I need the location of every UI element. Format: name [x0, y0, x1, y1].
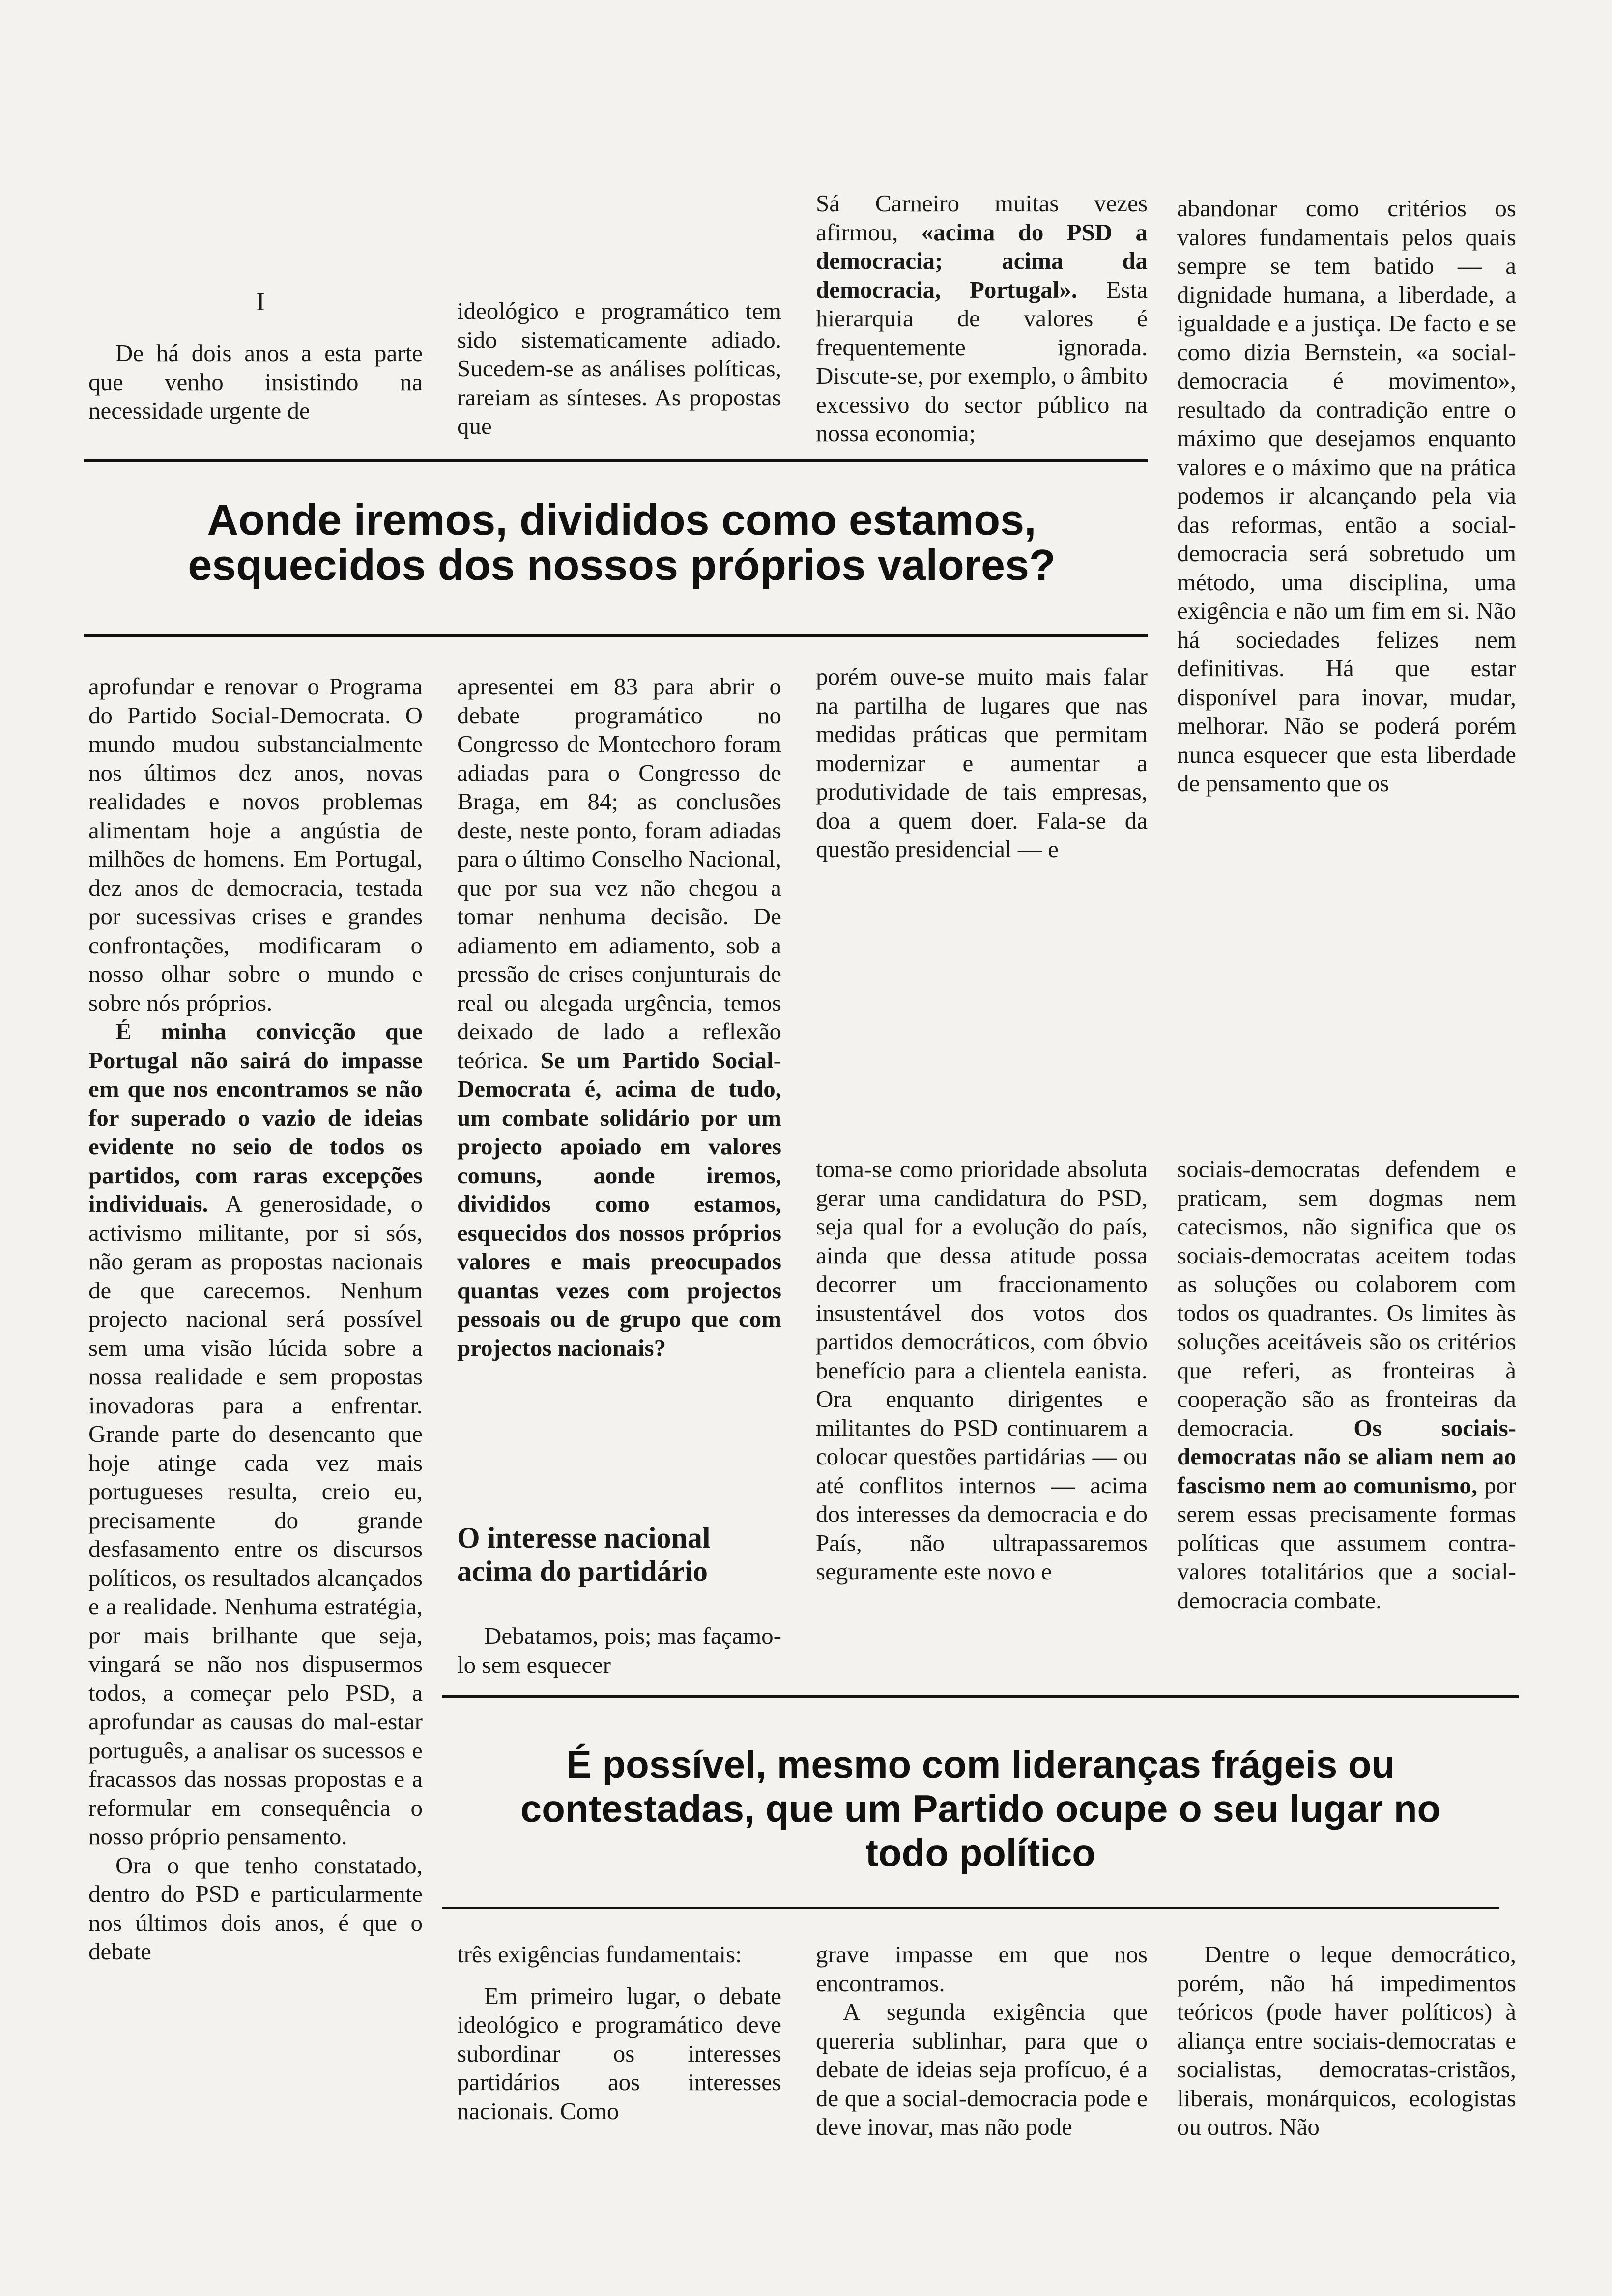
- middle-column-1: [88, 672, 423, 1966]
- mid-col3-upper-text: porém ouve-se muito mais falar na partilha de lugares que nas medidas práticas que permitam modernizar e aumentar a produtividade de tais empresas, doa a quem doer. Fala-se da questão presidencial — e: [816, 663, 1148, 862]
- middle-column-2-after-subhead: [457, 1622, 781, 1679]
- headline-1-top-rule: [84, 459, 1148, 462]
- top-col3-text-start: Sá Carneiro muitas vezes afirmou,: [816, 190, 1148, 246]
- mid-col1-p2: [88, 1017, 423, 1851]
- top-col2-text: ideológico e programático tem sido sistematicamente adiado. Sucedem-se as análises políticas, rareiam as sínteses. As propostas que: [457, 297, 781, 439]
- middle-column-2: [457, 672, 781, 1362]
- top-col1-text: De há dois anos a esta parte que venho insistindo na necessidade urgente de: [88, 340, 423, 424]
- headline-2-top-rule: [442, 1695, 1519, 1698]
- mid-col1-p2-rest: A generosidade, o activismo militante, por si sós, não geram as propostas nacionais de que carecemos. Nenhum projecto nacional será possível sem uma visão lúcida sobre a nossa realidade e sem propostas inovadoras para a enfrentar. Grande parte do desencanto que hoje atinge cada vez mais portugueses resulta, creio eu, precisamente do grande desfasamento entre os discursos políticos, os resultados alcançados e a realidade. Nenhuma estratégia, por mais brilhante que seja, vingará se não nos dispusermos todos, a começar pelo PSD, a aprofundar as causas do mal-estar português, a analisar os sucessos e fracassos das nossas propostas e a reformular em consequência o nosso próprio pensamento.: [88, 1190, 423, 1850]
- mid-col2-text: apresentei em 83 para abrir o debate programático no Congresso de Montechoro foram adiadas para o Congresso de Braga, em 84; as conclusões deste, neste ponto, foram adiadas para o último Conselho Nacional, que por sua vez não chegou a tomar nenhuma decisão. De adiamento em adiamento, sob a pressão de crises conjunturais de real ou alegada urgência, temos deixado de lado a reflexão teórica.: [457, 673, 781, 1074]
- bottom-col4-p1: Dentre o leque democrático, porém, não há impedimentos teóricos (pode haver políticos) à aliança entre sociais-democratas e socialistas, democratas-cristãos, liberais, monárquicos, ecologistas ou outros. Não: [1177, 1941, 1516, 2140]
- no-alliance-statement: Os sociais-democratas não se aliam nem ao fascismo nem ao comunismo,: [1177, 1414, 1516, 1499]
- mid-col3-lower-text: toma-se como prioridade absoluta gerar uma candidatura do PSD, seja qual for a evolução do país, ainda que dessa atitude possa decorrer um fraccionamento insustentável dos votos dos partidos democráticos, com óbvio benefício para a clientela eanista. Ora enquanto dirigentes e militantes do PSD continuarem a colocar questões partidárias — ou até conflitos internos — acima dos interesses da democracia e do País, não ultrapassaremos seguramente este novo e: [816, 1155, 1148, 1585]
- sa-carneiro-quote: «acima do PSD a democracia; acima da democracia, Portugal».: [816, 218, 1148, 303]
- mid-col2-paragraph: [457, 672, 781, 1362]
- headline-2: É possível, mesmo com lideranças frágeis ou contestadas, que um Partido ocupe o seu lugar no todo político: [520, 1743, 1441, 1874]
- right-column-upper: [1177, 194, 1516, 798]
- headline-1: Aonde iremos, divididos como estamos, esquecidos dos nossos próprios valores?: [188, 495, 1056, 589]
- mid-col1-p3: Ora o que tenho constatado, dentro do PSD e particularmente nos últimos dois anos, é que o debate: [88, 1851, 423, 1965]
- right-col-lower-paragraph: [1177, 1155, 1516, 1615]
- mid-col1-p1: aprofundar e renovar o Programa do Partido Social-Democrata. O mundo mudou substancialmente nos últimos dez anos, novas realidades e novos problemas alimentam hoje a angústia de milhões de homens. Em Portugal, dez anos de democracia, testada por sucessivas crises e grandes confrontações, modificaram o nosso olhar sobre o mundo e sobre nós próprios.: [88, 673, 423, 1016]
- headline-1-bottom-rule: [84, 634, 1148, 637]
- subheading-national-interest: O interesse nacional acima do partidário: [457, 1521, 711, 1587]
- top-column-1: [88, 339, 423, 426]
- top-column-3: [816, 189, 1148, 448]
- top-col3-text-end: Esta hierarquia de valores é frequentemente ignorada. Discute-se, por exemplo, o âmbito excessivo do sector público na nossa economia;: [816, 276, 1148, 447]
- top-col3-paragraph: [816, 189, 1148, 448]
- section-number: I: [256, 288, 265, 316]
- middle-column-3-lower: [816, 1155, 1148, 1586]
- bottom-col3-p1: grave impasse em que nos encontramos.: [816, 1941, 1148, 1997]
- right-col-upper-text: abandonar como critérios os valores fundamentais pelos quais sempre se tem batido — a dignidade humana, a liberdade, a igualdade e a justiça. De facto e se como dizia Bernstein, «a social-democracia é movimento», resultado da contradição entre o máximo que desejamos enquanto valores e o máximo que na prática podemos ir alcançando pela via das reformas, então a social-democracia será sobretudo um método, uma disciplina, uma exigência e não um fim em si. Não há sociedades felizes nem definitivas. Há que estar disponível para inovar, mudar, melhorar. Não se poderá porém nunca esquecer que esta liberdade de pensamento que os: [1177, 195, 1516, 797]
- mid-col2-after-subhead-text: Debatamos, pois; mas façamo-lo sem esquecer: [457, 1622, 781, 1678]
- right-col-lower-text: sociais-democratas defendem e praticam, sem dogmas nem catecismos, não significa que os sociais-democratas aceitem todas as soluções ou colaborem com todos os quadrantes. Os limites às soluções aceitáveis são os critérios que referi, as fronteiras à cooperação são as fronteiras da democracia.: [1177, 1155, 1516, 1441]
- right-col-lower-text-end: por serem essas precisamente formas políticas que assumem contra-valores totalitários que a social-democracia combate.: [1177, 1471, 1516, 1614]
- right-column-lower: [1177, 1155, 1516, 1615]
- bottom-column-3: [816, 1940, 1148, 2142]
- top-column-2: [457, 297, 781, 441]
- bottom-col2-p1: três exigências fundamentais:: [457, 1941, 742, 1968]
- mid-col2-bold-question: Se um Partido Social-Democrata é, acima de tudo, um combate solidário por um projecto apoiado em valores comuns, aonde iremos, divididos como estamos, esquecidos dos nossos próprios valores e mais preocupados quantas vezes com projectos pessoais ou de grupo que com projectos nacionais?: [457, 1046, 781, 1361]
- headline-2-bottom-rule: [442, 1907, 1499, 1909]
- middle-column-3-upper: [816, 662, 1148, 864]
- bottom-col3-p2: A segunda exigência que quereria sublinhar, para que o debate de ideias seja profícuo, é a de que a social-democracia pode e deve inovar, mas não pode: [816, 1998, 1148, 2140]
- bottom-col2-p2: Em primeiro lugar, o debate ideológico e programático deve subordinar os interesses partidários aos interesses nacionais. Como: [457, 1982, 781, 2124]
- bottom-column-2: [457, 1940, 781, 2125]
- bottom-column-4: [1177, 1940, 1516, 2142]
- conviction-statement: É minha convicção que Portugal não sairá do impasse em que nos encontramos se não for superado o vazio de ideias evidente no seio de todos os partidos, com raras excepções individuais.: [88, 1018, 423, 1217]
